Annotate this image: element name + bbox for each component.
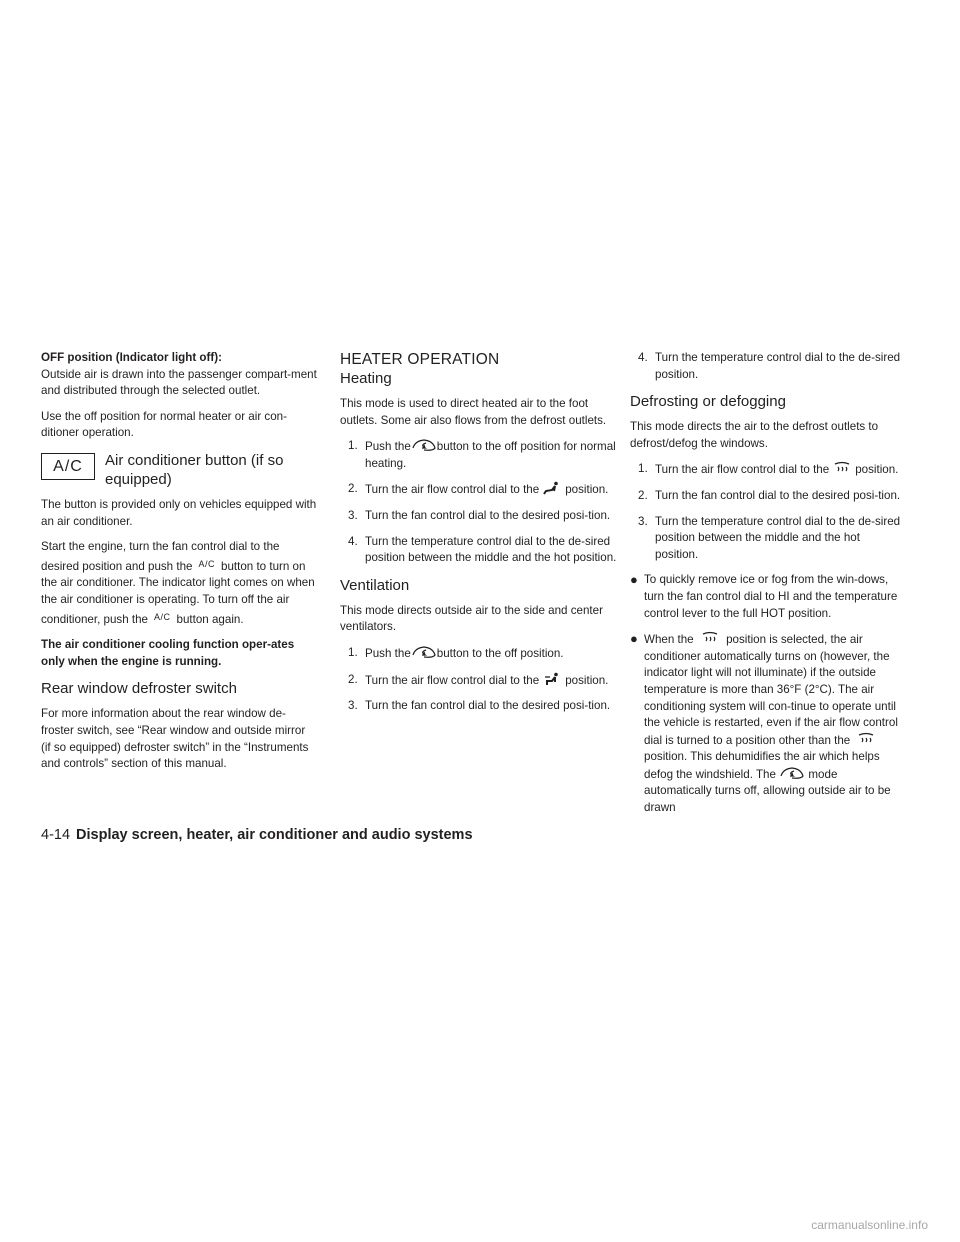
watermark: carmanualsonline.info: [811, 1218, 928, 1232]
face-vent-icon: [539, 672, 565, 686]
step-text: Turn the air flow control dial to the: [655, 463, 830, 477]
ac-cooling-note: The air conditioner cooling function oper-ates only when the engine is running.: [41, 638, 295, 668]
step-text: Turn the fan control dial to the desired posi-tion.: [365, 508, 611, 522]
bullet-text: position. This dehumidifies the air which helps defog the windshield. The: [644, 750, 880, 781]
bullet-text: When the: [644, 633, 694, 647]
left-column: [41, 350, 317, 782]
step-number: 2.: [348, 482, 358, 496]
ac-operation-text: [41, 539, 317, 628]
list-item: [340, 508, 618, 525]
step-number: 2.: [638, 488, 648, 502]
page-footer: [41, 826, 473, 844]
defrost-icon: [829, 461, 855, 475]
ac-button-icon: A/C: [41, 453, 95, 480]
bullet-text: mode automatically turns off, allowing outside air to be drawn: [644, 767, 891, 815]
foot-vent-icon: [539, 481, 565, 495]
ac-inline-icon: A/C: [198, 558, 215, 569]
step-text: button to the off position.: [436, 646, 564, 660]
step-number: 1.: [638, 462, 648, 476]
step-text: Turn the temperature control dial to the de-sired position.: [655, 351, 901, 381]
step-text: Turn the air flow control dial to the: [365, 673, 540, 687]
recirculation-icon: [411, 645, 437, 659]
list-item: [630, 350, 906, 383]
rear-defroster-title: Rear window defroster switch: [41, 680, 237, 698]
bullet-text: To quickly remove ice or fog from the win-dows, turn the fan control dial to HI and the temperature control lever to the full HOT position.: [644, 573, 898, 620]
list-item: [340, 672, 618, 690]
off-position-usage: Use the off position for normal heater or air con-ditioner operation.: [41, 409, 287, 440]
section-title: HEATER OPERATION: [340, 351, 500, 368]
defrost-notes: [630, 572, 906, 816]
list-item: [630, 631, 906, 817]
defrost-steps: [630, 461, 906, 563]
step-text: Push the: [365, 646, 411, 660]
ac-inline-icon: A/C: [154, 611, 171, 622]
bullet-text: position is selected, the air conditioner automatically turns on (however, the indicator light will not illuminate) if the outside temperature is more than 36°F (2°C). The air conditioning system will con-tinue to operate until the vehicle is restarted, even if the air flow control dial is turned to a position other than the: [644, 633, 898, 747]
ventilation-text: This mode directs outside air to the side and center ventilators.: [340, 603, 603, 634]
step-text: button to the off position for normal heating.: [365, 440, 616, 470]
defrost-text: This mode directs the air to the defrost outlets to defrost/defog the windows.: [630, 420, 879, 450]
step-number: 3.: [348, 508, 358, 522]
step-text: Turn the fan control dial to the desired posi-tion.: [365, 699, 611, 713]
step-number: 3.: [348, 699, 358, 713]
step-text: position.: [855, 463, 899, 477]
list-item: [630, 488, 906, 505]
chapter-title: Display screen, heater, air conditioner and audio systems: [76, 827, 473, 843]
recirculation-icon: [779, 766, 805, 780]
right-column: [630, 350, 906, 826]
step-number: 2.: [348, 672, 358, 686]
list-item: [340, 534, 618, 567]
step-number: 4.: [348, 534, 358, 548]
ac-availability-text: The button is provided only on vehicles equipped with an air conditioner.: [41, 497, 317, 528]
list-item: [340, 481, 618, 499]
step-text: position.: [565, 483, 609, 497]
recirculation-icon: [411, 438, 437, 452]
list-item: [630, 572, 906, 622]
step-text: Turn the temperature control dial to the de-sired position between the middle and the hot position.: [365, 534, 617, 565]
heating-text: This mode is used to direct heated air to the foot outlets. Some air also flows from the defrost outlets.: [340, 397, 607, 427]
ac-button-heading: [41, 451, 317, 489]
defrost-icon: [697, 631, 723, 645]
ventilation-title: Ventilation: [340, 576, 410, 594]
ac-button-title: Air conditioner button (if so equipped): [105, 451, 284, 488]
step-text: position.: [565, 673, 609, 687]
step-number: 1.: [348, 439, 358, 453]
ventilation-steps: [340, 645, 618, 715]
off-position-heading: OFF position (Indicator light off):: [41, 351, 222, 364]
heating-title: Heating: [340, 370, 392, 387]
defrost-title: Defrosting or defogging: [630, 393, 786, 411]
ac-operation-part3: button again.: [176, 612, 244, 626]
defrost-icon: [853, 732, 879, 746]
list-item: [630, 461, 906, 479]
step-text: Turn the fan control dial to the desired posi-tion.: [655, 488, 901, 502]
step-number: 1.: [348, 645, 358, 659]
off-position-text: Outside air is drawn into the passenger compart-ment and distributed through the selected outlet.: [41, 367, 317, 398]
step-text: Turn the temperature control dial to the de-sired position between the middle and the hot position.: [655, 514, 901, 561]
step-text: Turn the air flow control dial to the: [365, 483, 540, 497]
bullet-icon: ●: [630, 631, 638, 647]
middle-column: [340, 350, 618, 724]
step-number: 4.: [638, 351, 648, 364]
ac-operation-part1: Start the engine, turn the fan control dial to the desired position and push the: [41, 540, 280, 573]
ac-operation-part2: button to turn on the air conditioner. The indicator light comes on when the air conditioner is operating. To turn off the air conditioner, push the: [41, 559, 315, 626]
rear-defroster-text: For more information about the rear window de-froster switch, see “Rear window and outside mirror (if so equipped) defroster switch” in the “Instruments and controls” section of this manual.: [41, 707, 309, 771]
step-text: Push the: [365, 440, 411, 454]
page-number: 4-14: [41, 827, 71, 843]
step-number: 3.: [638, 514, 648, 528]
heating-steps-continued: [630, 350, 906, 383]
list-item: [340, 645, 618, 663]
list-item: [340, 698, 618, 715]
bullet-icon: ●: [630, 572, 638, 588]
heating-steps: [340, 438, 618, 567]
list-item: [630, 514, 906, 564]
list-item: [340, 438, 618, 472]
